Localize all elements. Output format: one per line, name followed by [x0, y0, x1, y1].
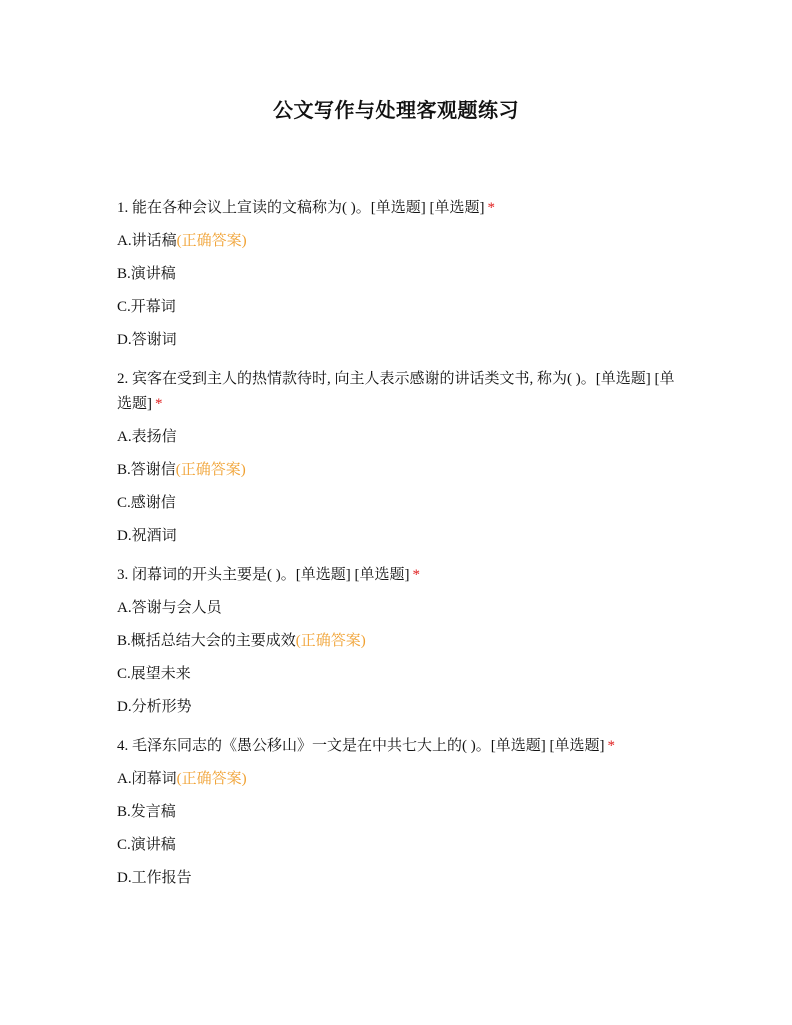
correct-answer-tag: (正确答案)	[176, 771, 247, 787]
correct-answer-tag: (正确答案)	[295, 633, 366, 649]
option-c[interactable]	[117, 295, 687, 320]
question-list	[117, 196, 687, 905]
option-d[interactable]	[117, 866, 687, 891]
required-mark: *	[487, 200, 495, 216]
question-text	[117, 563, 687, 588]
option-label: C.感谢信	[117, 495, 176, 511]
option-label: B.演讲稿	[117, 266, 176, 282]
option-label: D.祝酒词	[117, 528, 177, 544]
option-c[interactable]	[117, 491, 687, 516]
option-label: A.答谢与会人员	[117, 600, 222, 616]
question-2	[117, 367, 687, 549]
option-d[interactable]	[117, 524, 687, 549]
question-1	[117, 196, 687, 353]
correct-answer-tag: (正确答案)	[175, 462, 246, 478]
question-stem: 1. 能在各种会议上宣读的文稿称为( )。[单选题] [单选题]	[117, 200, 485, 216]
option-b[interactable]	[117, 629, 687, 654]
option-label: A.闭幕词	[117, 771, 177, 787]
question-stem: 2. 宾客在受到主人的热情款待时, 向主人表示感谢的讲话类文书, 称为( )。[单选题] [单选题]	[117, 371, 675, 412]
option-label: B.答谢信	[117, 462, 176, 478]
option-a[interactable]	[117, 596, 687, 621]
correct-answer-tag: (正确答案)	[176, 233, 247, 249]
option-a[interactable]	[117, 229, 687, 254]
option-label: C.演讲稿	[117, 837, 176, 853]
option-label: C.展望未来	[117, 666, 191, 682]
required-mark: *	[607, 738, 615, 754]
option-label: C.开幕词	[117, 299, 176, 315]
question-3	[117, 563, 687, 720]
option-d[interactable]	[117, 328, 687, 353]
option-a[interactable]	[117, 425, 687, 450]
question-stem: 4. 毛泽东同志的《愚公移山》一文是在中共七大上的( )。[单选题] [单选题]	[117, 738, 605, 754]
option-b[interactable]	[117, 262, 687, 287]
option-label: A.表扬信	[117, 429, 177, 445]
option-label: D.答谢词	[117, 332, 177, 348]
required-mark: *	[155, 396, 163, 412]
question-text	[117, 367, 687, 417]
option-label: D.工作报告	[117, 870, 192, 886]
question-stem: 3. 闭幕词的开头主要是( )。[单选题] [单选题]	[117, 567, 410, 583]
option-label: A.讲话稿	[117, 233, 177, 249]
question-text	[117, 196, 687, 221]
option-c[interactable]	[117, 833, 687, 858]
option-label: D.分析形势	[117, 699, 192, 715]
question-text	[117, 734, 687, 759]
option-d[interactable]	[117, 695, 687, 720]
option-label: B.发言稿	[117, 804, 176, 820]
option-a[interactable]	[117, 767, 687, 792]
question-4	[117, 734, 687, 891]
required-mark: *	[412, 567, 420, 583]
option-b[interactable]	[117, 458, 687, 483]
option-b[interactable]	[117, 800, 687, 825]
option-c[interactable]	[117, 662, 687, 687]
document-title: 公文写作与处理客观题练习	[273, 100, 519, 122]
option-label: B.概括总结大会的主要成效	[117, 633, 296, 649]
